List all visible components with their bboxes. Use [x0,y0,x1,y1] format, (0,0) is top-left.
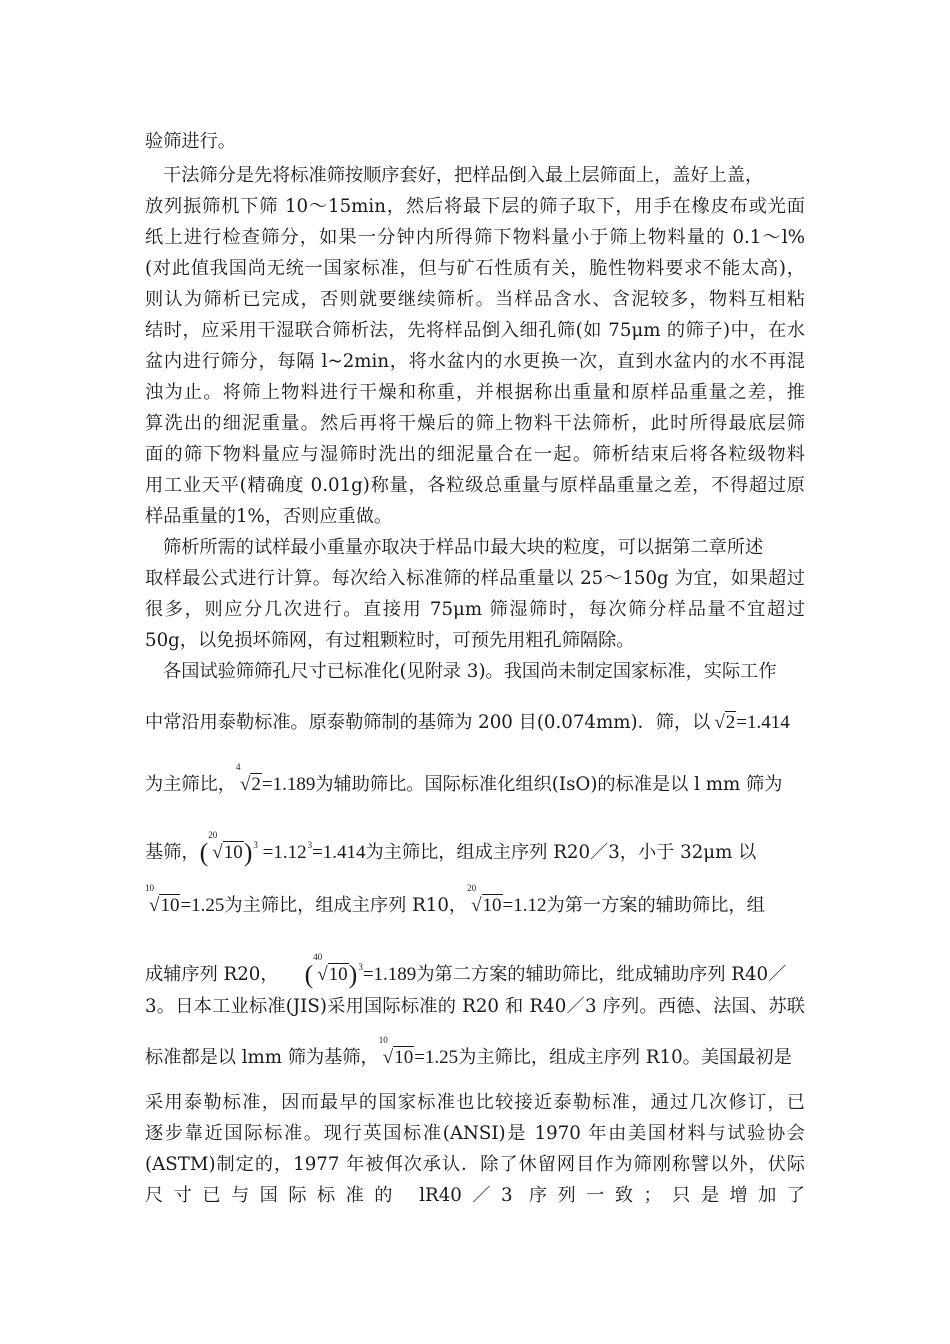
formula-radicand: 2 [725,712,736,733]
text-line: 很多，则应分几次进行。直接用 75μm 筛湿筛时，每次筛分样品量不宜超过 [145,599,805,620]
text-line: 纸上进行检查筛分，如果一分钟内所得筛下物料量小于筛上物料量的 0.1～l% [145,227,805,248]
formula-radicand: 2 [251,774,261,795]
text-line: 干法筛分是先将标准筛按顺序套好，把样品倒入最上层筛面上，盖好上盖， [163,165,764,186]
text-line: 结时，应采用干湿联合筛析法，先将样品倒入细孔筛(如 75μm 的筛子)中，在水 [145,320,805,341]
formula-sqrt2: √2=1.414 [714,712,790,733]
formula-value: =1.12 [502,895,547,916]
formula-10th-root-10: 10 √10=1.25 [378,1035,459,1068]
text-span: 标准都是以 lmm 筛为基筛， [145,1047,379,1068]
formula-value: =1.25 [414,1047,459,1068]
text-line: 盆内进行筛分，每隔 l~2min，将水盆内的水更换一次，直到水盆内的水不再混 [145,351,805,372]
text-line: 样品重量的1%，否则应重做。 [145,506,393,527]
text-span: 为主筛比，组成主序列 R20／3，小于 32μm 以 [365,842,757,863]
text-line: 尺寸已与国际标准的 lR40／3 序列一致；只是增加了 [145,1185,805,1206]
formula-power: 3 [253,840,258,850]
text-line: 取样最公式进行计算。每次给入标准筛的样品重量以 25～150g 为宜，如果超过 [145,568,805,589]
text-span: 成辅序列 R20， [145,964,279,985]
formula-40th-root-10-cubed: ( 40 √10)$^3$=1.189 [304,952,417,989]
text-span: 为主筛比，组成主序列 R10， [224,895,468,916]
formula-value: =1.25 [180,895,225,916]
formula-20th-root-10: 20 √10=1.12 [467,883,547,916]
text-span: 基筛， [145,842,200,863]
text-line: 用工业天平(精确度 0.01g)称量，各粒级总重量与原样晶重量之差，不得超过原 [145,475,805,496]
text-line [145,710,805,736]
text-line: 各国试验筛筛孔尺寸已标准化(见附录 3)。我国尚未制定国家标准，实际工作 [163,661,777,682]
text-line: 筛析所需的试样最小重量亦取决于样品巾最大块的粒度，可以据第二章所述 [163,537,764,558]
formula-index: 10 [378,1035,388,1045]
text-span: 为第二方案的辅助筛比，纰成辅助序列 R40／ [416,964,787,985]
text-line: 浊为止。将筛上物料进行干燥和称重，并根据称出重量和原样品重量之差，推 [145,382,805,403]
text-line: 验筛进行。 [145,131,236,152]
formula-radicand: 10 [328,964,348,985]
formula-radicand: 10 [160,895,180,916]
text-line: 50g，以免损坏筛网，有过粗颗粒时，可预先用粗孔筛隔除。 [145,630,635,651]
text-line [145,1035,805,1071]
formula-radicand: 10 [223,842,243,863]
formula-value: =1.189 [261,774,316,795]
formula-value: =1.189 [362,964,417,985]
formula-radicand: 10 [394,1047,414,1068]
text-span: 为第一方案的辅助筛比，组 [546,895,765,916]
text-line [145,883,805,919]
text-line [145,952,805,990]
formula-radicand: 10 [482,895,502,916]
text-line: 采用泰勒标准，因而最早的国家标准也比较接近泰勒标准，通过几次修订，已 [145,1092,805,1113]
formula-power: 3 [358,962,363,972]
formula-value: =1.414 [736,712,790,733]
formula-index: 4 [235,762,241,772]
formula-value: =1.12 [262,842,307,863]
text-line [145,762,805,798]
text-line: 算洗出的细泥重量。然后再将干燥后的筛上物料干法筛析，此时所得最底层筛 [145,413,805,434]
formula-4th-root-2: 4 √2=1.189 [235,762,316,795]
formula-power: 3 [307,840,313,850]
text-span: 为主筛比，组成主序列 R10。美国最初是 [458,1047,792,1068]
text-span: 为主筛比， [145,774,236,795]
text-line: 逐步靠近国际标准。现行英国标准(ANSI)是 1970 年由美国材料与试验协会 [145,1123,805,1144]
formula-index: 20 [208,830,218,840]
text-line: (对此值我国尚无统一国家标准，但与矿石性质有关，脆性物料要求不能太高)， [145,258,805,279]
text-line: 3。日本工业标准(JIS)采用国际标准的 R20 和 R40／3 序列。西德、法国、苏联 [145,996,805,1017]
text-line: 放列振筛机下筛 10～15min，然后将最下层的筛子取下，用手在橡皮布或光面 [145,196,805,217]
formula-10th-root-10: 10 √10=1.25 [145,883,225,916]
text-line [145,830,805,868]
text-span: 中常沿用泰勒标准。原泰勒筛制的基筛为 200 目(0.074mm)．筛，以 [145,712,711,733]
formula-index: 20 [467,883,477,893]
text-line: (ASTM)制定的，1977 年被佴次承认．除了休留网目作为筛刚称譬以外，伏际 [145,1154,805,1175]
text-line: 面的筛下物料量应与湿筛时洗出的细泥量合在一起。筛析结束后将各粒级物料 [145,444,805,465]
formula-20th-root-10-cubed: ( 20 $√10)^3 =1.12^3=1.414$ [199,830,366,867]
formula-index: 10 [145,883,154,893]
formula-value: =1.414 [312,842,366,863]
formula-index: 40 [313,952,323,962]
text-span: 为辅助筛比。国际标准化组织(IsO)的标准是以 l mm 筛为 [315,774,783,795]
text-line: 则认为筛析已完成，否则就要继续筛析。当样品含水、含泥较多，物料互相粘 [145,289,805,310]
